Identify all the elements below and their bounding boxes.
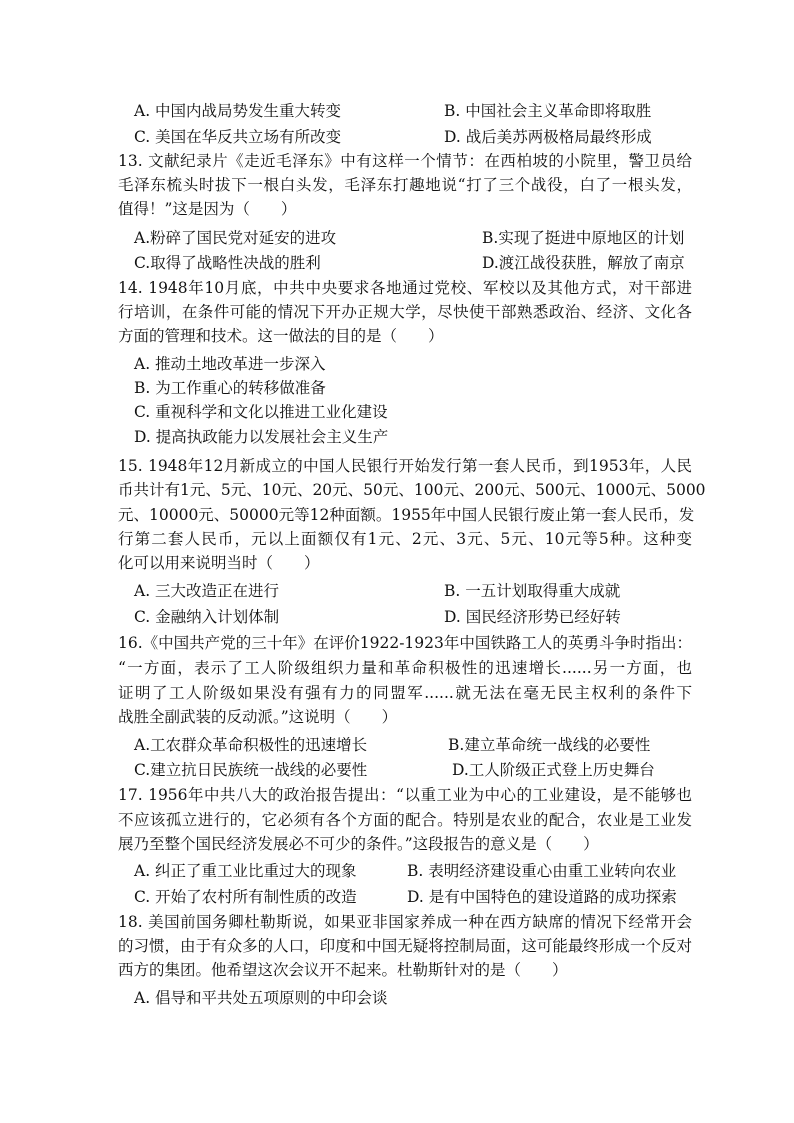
q13-option-a: A.粉碎了国民党对延安的进攻 xyxy=(134,229,337,247)
q14-option-c: C. 重视科学和文化以推进工业化建设 xyxy=(134,403,388,421)
q16-stem-line-2: “一方面，表示了工人阶级组织力量和革命积极性的迅速增长......另一方面，也 xyxy=(118,659,692,677)
q17-option-b: B. 表明经济建设重心由重工业转向农业 xyxy=(407,862,677,880)
q18-stem-line-2: 的习惯，由于有众多的人口，印度和中国无疑将控制局面，这可能最终形成一个反对 xyxy=(118,937,692,955)
q13-stem-line-3: 值得！”这是因为（ ） xyxy=(118,200,297,218)
q17-option-a: A. 纠正了重工业比重过大的现象 xyxy=(134,862,357,880)
q13-option-b: B.实现了挺进中原地区的计划 xyxy=(482,229,685,247)
q14-option-a: A. 推动土地改革进一步深入 xyxy=(134,355,326,373)
q17-stem-line-2: 不应该孤立进行的，它必须有各个方面的配合。特别是农业的配合，农业是工业发 xyxy=(118,811,692,829)
q15-stem-line-1: 15. 1948年12月新成立的中国人民银行开始发行第一套人民币，到1953年，人民 xyxy=(118,457,692,475)
q15-option-a: A. 三大改造正在进行 xyxy=(134,582,280,600)
q15-stem-line-5: 化可以用来说明当时（ ） xyxy=(118,554,320,572)
q16-stem-line-4: 战胜全副武装的反动派。”这说明（ ） xyxy=(118,708,398,726)
q15-stem-line-4: 行第二套人民币，元以上面额仅有1元、2元、3元、5元、10元等5种。这种变 xyxy=(118,530,692,548)
q16-option-b: B.建立革命统一战线的必要性 xyxy=(448,736,651,754)
q16-stem-line-3: 证明了工人阶级如果没有强有力的同盟军......就无法在毫无民主权利的条件下 xyxy=(118,684,692,702)
q15-stem-line-2: 币共计有1元、5元、10元、20元、50元、100元、200元、500元、1000元、5000 xyxy=(118,481,706,499)
q14-stem-line-2: 行培训，在条件可能的情况下开办正规大学，尽快使干部熟悉政治、经济、文化各 xyxy=(118,303,692,321)
q17-stem-line-1: 17. 1956年中共八大的政治报告提出：“以重工业为中心的工业建设，是不能够也 xyxy=(118,786,692,804)
q17-stem-line-3: 展乃至整个国民经济发展必不可少的条件。”这段报告的意义是（ ） xyxy=(118,835,599,853)
q14-stem-line-3: 方面的管理和技术。这一做法的目的是（ ） xyxy=(118,327,444,345)
q16-stem-line-1: 16.《中国共产党的三十年》在评价1922-1923年中国铁路工人的英勇斗争时指出： xyxy=(118,634,692,652)
q15-option-b: B. 一五计划取得重大成就 xyxy=(444,582,621,600)
q17-option-c: C. 开始了农村所有制性质的改造 xyxy=(134,888,357,906)
q14-option-d: D. 提高执政能力以发展社会主义生产 xyxy=(134,428,389,446)
q18-option-a: A. 倡导和平共处五项原则的中印会谈 xyxy=(134,989,388,1007)
q18-stem-line-3: 西方的集团。他希望这次会议开不起来。杜勒斯针对的是（ ） xyxy=(118,961,568,979)
q12-option-a: A. 中国内战局势发生重大转变 xyxy=(134,102,342,120)
q16-option-d: D.工人阶级正式登上历史舞台 xyxy=(452,761,655,779)
q15-option-c: C. 金融纳入计划体制 xyxy=(134,608,280,626)
q15-option-d: D. 国民经济形势已经好转 xyxy=(444,608,621,626)
q15-stem-line-3: 元、10000元、50000元等12种面额。1955年中国人民银行废止第一套人民币，发 xyxy=(118,506,695,524)
q16-option-a: A.工农群众革命积极性的迅速增长 xyxy=(134,736,368,754)
q16-option-c: C.建立抗日民族统一战线的必要性 xyxy=(134,761,368,779)
q13-stem-line-1: 13. 文献纪录片《走近毛泽东》中有这样一个情节：在西柏坡的小院里，警卫员给 xyxy=(118,152,692,170)
q12-option-c: C. 美国在华反共立场有所改变 xyxy=(134,128,342,146)
q18-stem-line-1: 18. 美国前国务卿杜勒斯说，如果亚非国家养成一种在西方缺席的情况下经常开会 xyxy=(118,913,692,931)
q13-stem-line-2: 毛泽东梳头时拔下一根白头发，毛泽东打趣地说“打了三个战役，白了一根头发， xyxy=(118,176,692,194)
q13-option-c: C.取得了战略性决战的胜利 xyxy=(134,254,321,272)
q14-option-b: B. 为工作重心的转移做准备 xyxy=(134,379,326,397)
q17-option-d: D. 是有中国特色的建设道路的成功探索 xyxy=(407,888,677,906)
q12-option-b: B. 中国社会主义革命即将取胜 xyxy=(444,102,652,120)
q12-option-d: D. 战后美苏两极格局最终形成 xyxy=(444,128,652,146)
q14-stem-line-1: 14. 1948年10月底，中共中央要求各地通过党校、军校以及其他方式，对干部进 xyxy=(118,279,692,297)
q13-option-d: D.渡江战役获胜，解放了南京 xyxy=(482,254,685,272)
